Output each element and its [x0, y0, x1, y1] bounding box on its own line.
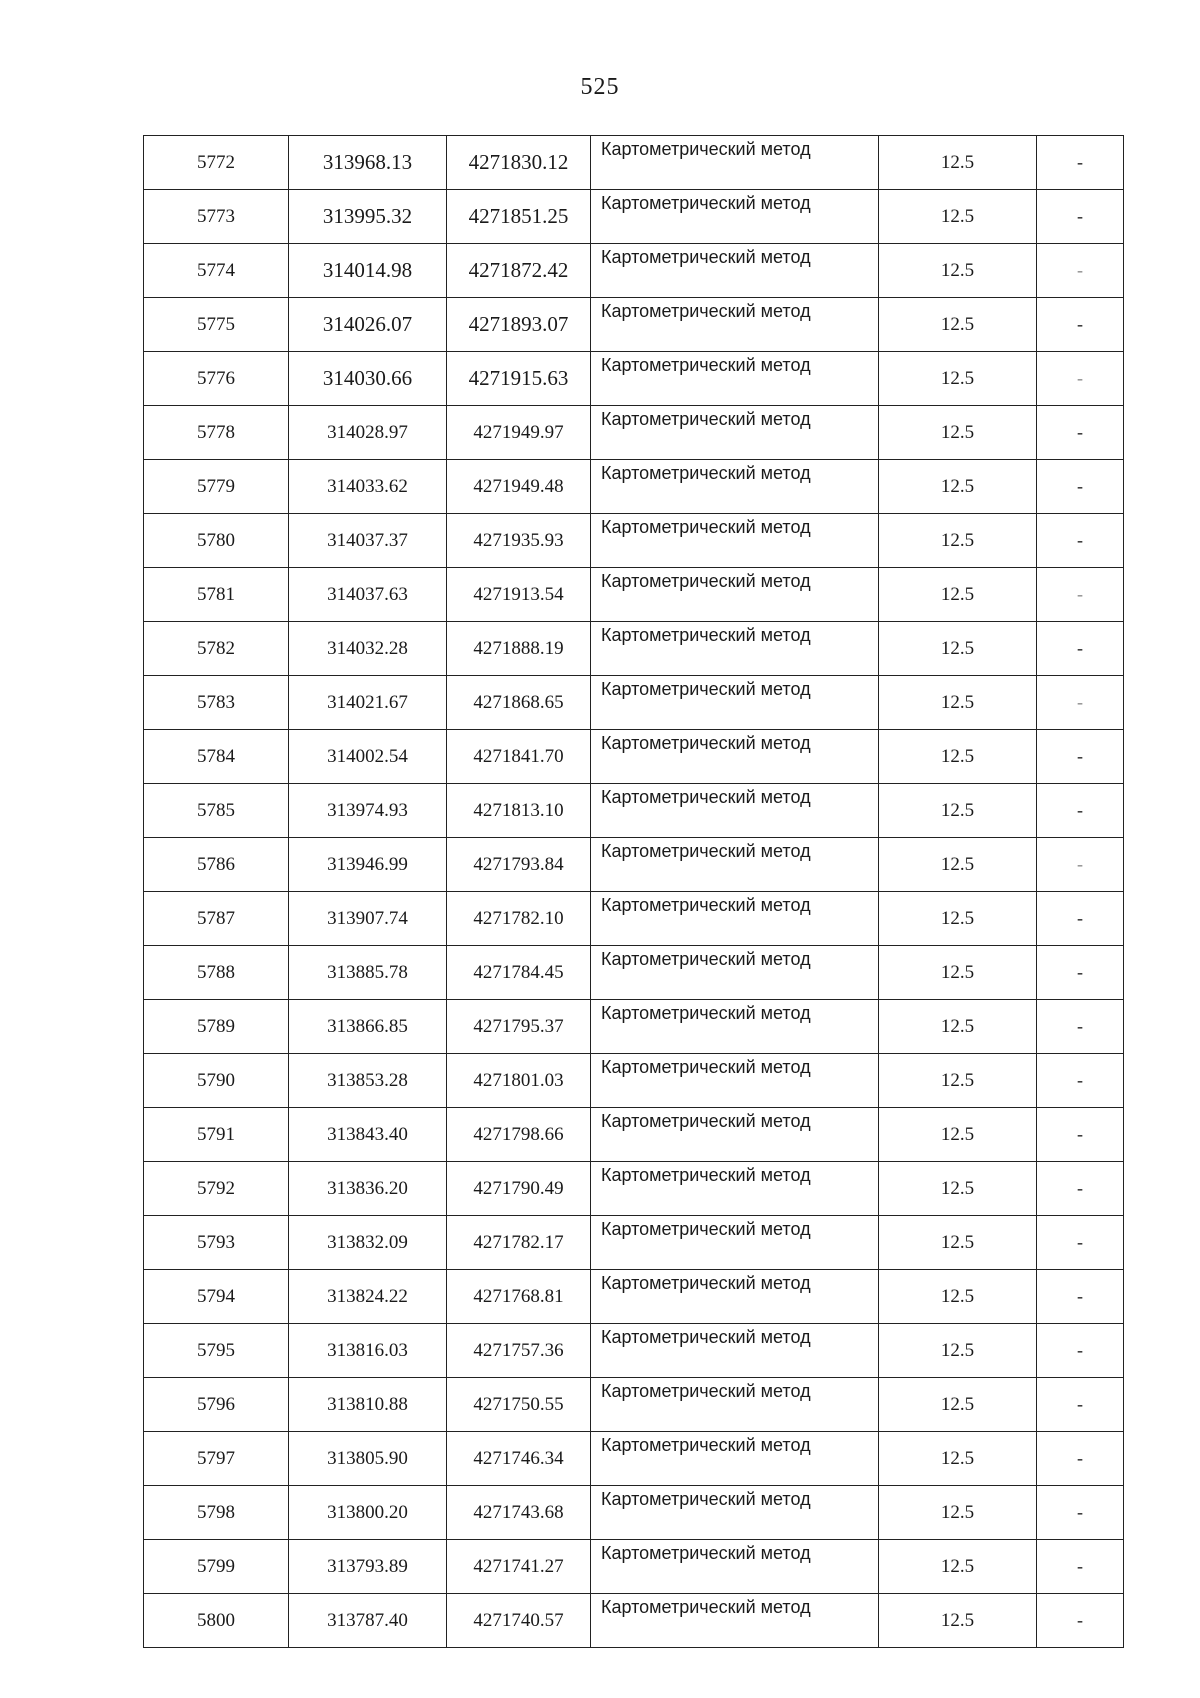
- point-number-cell: 5790: [144, 1054, 289, 1108]
- point-number-cell: 5795: [144, 1324, 289, 1378]
- x-coordinate-cell: 314014.98: [289, 244, 447, 298]
- y-coordinate-cell: 4271851.25: [447, 190, 591, 244]
- note-cell: -: [1037, 784, 1124, 838]
- x-coordinate-cell: 314033.62: [289, 460, 447, 514]
- y-coordinate-cell: 4271768.81: [447, 1270, 591, 1324]
- y-coordinate-cell: 4271782.17: [447, 1216, 591, 1270]
- x-coordinate-cell: 314032.28: [289, 622, 447, 676]
- method-cell: Картометрический метод: [591, 1270, 879, 1324]
- accuracy-cell: 12.5: [879, 946, 1037, 1000]
- method-cell: Картометрический метод: [591, 298, 879, 352]
- accuracy-cell: 12.5: [879, 514, 1037, 568]
- accuracy-cell: 12.5: [879, 1054, 1037, 1108]
- x-coordinate-cell: 313824.22: [289, 1270, 447, 1324]
- method-cell: Картометрический метод: [591, 1594, 879, 1648]
- accuracy-cell: 12.5: [879, 1486, 1037, 1540]
- note-cell: -: [1037, 1054, 1124, 1108]
- accuracy-cell: 12.5: [879, 838, 1037, 892]
- x-coordinate-cell: 313974.93: [289, 784, 447, 838]
- point-number-cell: 5796: [144, 1378, 289, 1432]
- table-row: [144, 1000, 1124, 1054]
- y-coordinate-cell: 4271757.36: [447, 1324, 591, 1378]
- y-coordinate-cell: 4271893.07: [447, 298, 591, 352]
- note-cell: -: [1037, 244, 1124, 298]
- method-cell: Картометрический метод: [591, 730, 879, 784]
- x-coordinate-cell: 314026.07: [289, 298, 447, 352]
- note-cell: -: [1037, 1378, 1124, 1432]
- table-row: [144, 1162, 1124, 1216]
- note-cell: -: [1037, 1594, 1124, 1648]
- x-coordinate-cell: 313787.40: [289, 1594, 447, 1648]
- accuracy-cell: 12.5: [879, 730, 1037, 784]
- point-number-cell: 5775: [144, 298, 289, 352]
- accuracy-cell: 12.5: [879, 1108, 1037, 1162]
- y-coordinate-cell: 4271888.19: [447, 622, 591, 676]
- table-row: [144, 1270, 1124, 1324]
- y-coordinate-cell: 4271830.12: [447, 136, 591, 190]
- note-cell: -: [1037, 676, 1124, 730]
- x-coordinate-cell: 313866.85: [289, 1000, 447, 1054]
- point-number-cell: 5788: [144, 946, 289, 1000]
- y-coordinate-cell: 4271750.55: [447, 1378, 591, 1432]
- x-coordinate-cell: 314028.97: [289, 406, 447, 460]
- note-cell: -: [1037, 1540, 1124, 1594]
- page-number: 525: [580, 74, 620, 100]
- method-cell: Картометрический метод: [591, 892, 879, 946]
- accuracy-cell: 12.5: [879, 298, 1037, 352]
- y-coordinate-cell: 4271741.27: [447, 1540, 591, 1594]
- accuracy-cell: 12.5: [879, 1594, 1037, 1648]
- x-coordinate-cell: 313907.74: [289, 892, 447, 946]
- point-number-cell: 5780: [144, 514, 289, 568]
- method-cell: Картометрический метод: [591, 784, 879, 838]
- x-coordinate-cell: 313968.13: [289, 136, 447, 190]
- point-number-cell: 5779: [144, 460, 289, 514]
- y-coordinate-cell: 4271868.65: [447, 676, 591, 730]
- y-coordinate-cell: 4271795.37: [447, 1000, 591, 1054]
- accuracy-cell: 12.5: [879, 460, 1037, 514]
- accuracy-cell: 12.5: [879, 244, 1037, 298]
- table-row: [144, 514, 1124, 568]
- point-number-cell: 5776: [144, 352, 289, 406]
- method-cell: Картометрический метод: [591, 676, 879, 730]
- point-number-cell: 5785: [144, 784, 289, 838]
- table-row: [144, 190, 1124, 244]
- table-row: [144, 730, 1124, 784]
- note-cell: -: [1037, 514, 1124, 568]
- point-number-cell: 5797: [144, 1432, 289, 1486]
- y-coordinate-cell: 4271801.03: [447, 1054, 591, 1108]
- point-number-cell: 5793: [144, 1216, 289, 1270]
- method-cell: Картометрический метод: [591, 1540, 879, 1594]
- accuracy-cell: 12.5: [879, 622, 1037, 676]
- x-coordinate-cell: 313885.78: [289, 946, 447, 1000]
- table-row: [144, 1540, 1124, 1594]
- method-cell: Картометрический метод: [591, 622, 879, 676]
- method-cell: Картометрический метод: [591, 1054, 879, 1108]
- method-cell: Картометрический метод: [591, 514, 879, 568]
- table-row: [144, 622, 1124, 676]
- y-coordinate-cell: 4271915.63: [447, 352, 591, 406]
- table-row: [144, 460, 1124, 514]
- x-coordinate-cell: 313805.90: [289, 1432, 447, 1486]
- y-coordinate-cell: 4271743.68: [447, 1486, 591, 1540]
- table-row: [144, 1486, 1124, 1540]
- x-coordinate-cell: 314030.66: [289, 352, 447, 406]
- point-number-cell: 5799: [144, 1540, 289, 1594]
- method-cell: Картометрический метод: [591, 136, 879, 190]
- y-coordinate-cell: 4271782.10: [447, 892, 591, 946]
- note-cell: -: [1037, 838, 1124, 892]
- table-row: [144, 784, 1124, 838]
- point-number-cell: 5791: [144, 1108, 289, 1162]
- y-coordinate-cell: 4271793.84: [447, 838, 591, 892]
- point-number-cell: 5772: [144, 136, 289, 190]
- note-cell: -: [1037, 136, 1124, 190]
- note-cell: -: [1037, 406, 1124, 460]
- table-row: [144, 1432, 1124, 1486]
- method-cell: Картометрический метод: [591, 190, 879, 244]
- note-cell: -: [1037, 1270, 1124, 1324]
- x-coordinate-cell: 313836.20: [289, 1162, 447, 1216]
- method-cell: Картометрический метод: [591, 352, 879, 406]
- point-number-cell: 5782: [144, 622, 289, 676]
- method-cell: Картометрический метод: [591, 1486, 879, 1540]
- accuracy-cell: 12.5: [879, 352, 1037, 406]
- method-cell: Картометрический метод: [591, 838, 879, 892]
- note-cell: -: [1037, 1324, 1124, 1378]
- point-number-cell: 5789: [144, 1000, 289, 1054]
- note-cell: -: [1037, 622, 1124, 676]
- note-cell: -: [1037, 1432, 1124, 1486]
- point-number-cell: 5800: [144, 1594, 289, 1648]
- point-number-cell: 5781: [144, 568, 289, 622]
- x-coordinate-cell: 313843.40: [289, 1108, 447, 1162]
- note-cell: -: [1037, 1000, 1124, 1054]
- method-cell: Картометрический метод: [591, 460, 879, 514]
- note-cell: -: [1037, 298, 1124, 352]
- y-coordinate-cell: 4271784.45: [447, 946, 591, 1000]
- note-cell: -: [1037, 352, 1124, 406]
- table-row: [144, 1054, 1124, 1108]
- accuracy-cell: 12.5: [879, 1270, 1037, 1324]
- accuracy-cell: 12.5: [879, 406, 1037, 460]
- accuracy-cell: 12.5: [879, 1378, 1037, 1432]
- accuracy-cell: 12.5: [879, 1540, 1037, 1594]
- point-number-cell: 5787: [144, 892, 289, 946]
- point-number-cell: 5786: [144, 838, 289, 892]
- table-row: [144, 406, 1124, 460]
- accuracy-cell: 12.5: [879, 676, 1037, 730]
- x-coordinate-cell: 314021.67: [289, 676, 447, 730]
- table-row: [144, 568, 1124, 622]
- table-row: [144, 946, 1124, 1000]
- method-cell: Картометрический метод: [591, 244, 879, 298]
- note-cell: -: [1037, 1162, 1124, 1216]
- table-row: [144, 352, 1124, 406]
- table-row: [144, 298, 1124, 352]
- point-number-cell: 5774: [144, 244, 289, 298]
- y-coordinate-cell: 4271935.93: [447, 514, 591, 568]
- y-coordinate-cell: 4271746.34: [447, 1432, 591, 1486]
- method-cell: Картометрический метод: [591, 1378, 879, 1432]
- table-row: [144, 1108, 1124, 1162]
- method-cell: Картометрический метод: [591, 946, 879, 1000]
- method-cell: Картометрический метод: [591, 1108, 879, 1162]
- point-number-cell: 5783: [144, 676, 289, 730]
- x-coordinate-cell: 313995.32: [289, 190, 447, 244]
- method-cell: Картометрический метод: [591, 1324, 879, 1378]
- coordinates-table: [143, 135, 1124, 1648]
- method-cell: Картометрический метод: [591, 1432, 879, 1486]
- table-row: [144, 244, 1124, 298]
- table-row: [144, 1594, 1124, 1648]
- accuracy-cell: 12.5: [879, 1162, 1037, 1216]
- point-number-cell: 5778: [144, 406, 289, 460]
- y-coordinate-cell: 4271841.70: [447, 730, 591, 784]
- x-coordinate-cell: 313793.89: [289, 1540, 447, 1594]
- table-row: [144, 136, 1124, 190]
- point-number-cell: 5798: [144, 1486, 289, 1540]
- note-cell: -: [1037, 568, 1124, 622]
- accuracy-cell: 12.5: [879, 136, 1037, 190]
- note-cell: -: [1037, 730, 1124, 784]
- accuracy-cell: 12.5: [879, 892, 1037, 946]
- note-cell: -: [1037, 190, 1124, 244]
- accuracy-cell: 12.5: [879, 1432, 1037, 1486]
- method-cell: Картометрический метод: [591, 1216, 879, 1270]
- y-coordinate-cell: 4271913.54: [447, 568, 591, 622]
- table-row: [144, 1378, 1124, 1432]
- accuracy-cell: 12.5: [879, 190, 1037, 244]
- table-body: [144, 136, 1124, 1648]
- y-coordinate-cell: 4271790.49: [447, 1162, 591, 1216]
- point-number-cell: 5794: [144, 1270, 289, 1324]
- note-cell: -: [1037, 946, 1124, 1000]
- y-coordinate-cell: 4271813.10: [447, 784, 591, 838]
- accuracy-cell: 12.5: [879, 784, 1037, 838]
- x-coordinate-cell: 314037.37: [289, 514, 447, 568]
- x-coordinate-cell: 313853.28: [289, 1054, 447, 1108]
- x-coordinate-cell: 314002.54: [289, 730, 447, 784]
- method-cell: Картометрический метод: [591, 568, 879, 622]
- x-coordinate-cell: 313810.88: [289, 1378, 447, 1432]
- accuracy-cell: 12.5: [879, 568, 1037, 622]
- y-coordinate-cell: 4271949.97: [447, 406, 591, 460]
- table-row: [144, 676, 1124, 730]
- point-number-cell: 5792: [144, 1162, 289, 1216]
- x-coordinate-cell: 313816.03: [289, 1324, 447, 1378]
- note-cell: -: [1037, 460, 1124, 514]
- method-cell: Картометрический метод: [591, 1162, 879, 1216]
- accuracy-cell: 12.5: [879, 1216, 1037, 1270]
- table-row: [144, 1216, 1124, 1270]
- table-row: [144, 838, 1124, 892]
- note-cell: -: [1037, 1108, 1124, 1162]
- y-coordinate-cell: 4271949.48: [447, 460, 591, 514]
- x-coordinate-cell: 313946.99: [289, 838, 447, 892]
- point-number-cell: 5773: [144, 190, 289, 244]
- y-coordinate-cell: 4271872.42: [447, 244, 591, 298]
- table-row: [144, 892, 1124, 946]
- x-coordinate-cell: 313832.09: [289, 1216, 447, 1270]
- x-coordinate-cell: 314037.63: [289, 568, 447, 622]
- point-number-cell: 5784: [144, 730, 289, 784]
- accuracy-cell: 12.5: [879, 1324, 1037, 1378]
- y-coordinate-cell: 4271798.66: [447, 1108, 591, 1162]
- method-cell: Картометрический метод: [591, 406, 879, 460]
- x-coordinate-cell: 313800.20: [289, 1486, 447, 1540]
- note-cell: -: [1037, 892, 1124, 946]
- method-cell: Картометрический метод: [591, 1000, 879, 1054]
- table-row: [144, 1324, 1124, 1378]
- y-coordinate-cell: 4271740.57: [447, 1594, 591, 1648]
- note-cell: -: [1037, 1216, 1124, 1270]
- note-cell: -: [1037, 1486, 1124, 1540]
- accuracy-cell: 12.5: [879, 1000, 1037, 1054]
